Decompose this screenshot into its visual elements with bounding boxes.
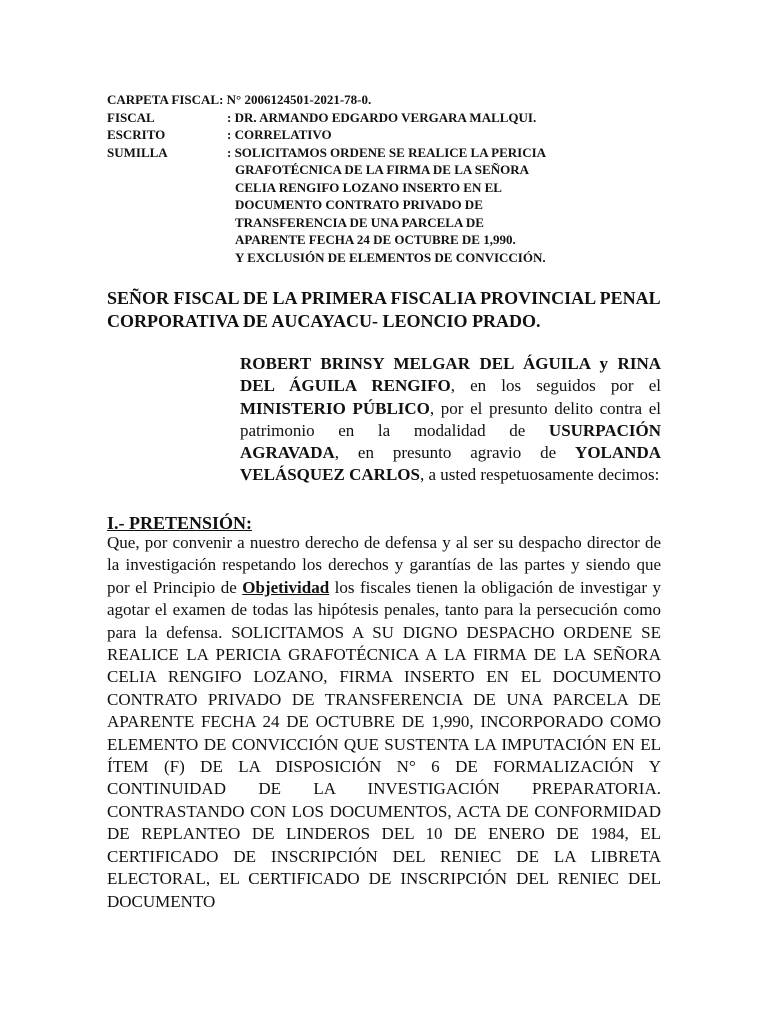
sumilla-line: Y EXCLUSIÓN DE ELEMENTOS DE CONVICCIÓN. bbox=[235, 249, 546, 265]
sumilla-line: CELIA RENGIFO LOZANO INSERTO EN EL bbox=[235, 179, 502, 195]
addressee-line: SEÑOR FISCAL DE LA PRIMERA FISCALIA PROVINCIAL PENAL bbox=[107, 288, 661, 308]
sumilla-text bbox=[227, 144, 667, 267]
addressee-line: CORPORATIVA DE AUCAYACU- LEONCIO PRADO. bbox=[107, 311, 541, 331]
section-heading: I.- PRETENSIÓN: bbox=[107, 513, 253, 533]
sumilla-line: DOCUMENTO CONTRATO PRIVADO DE bbox=[235, 197, 483, 212]
crime-name: USURPACIÓN AGRAVADA bbox=[240, 420, 661, 463]
fiscal-label: FISCAL bbox=[107, 109, 155, 125]
parties-names: ROBERT BRINSY MELGAR DEL ÁGUILA y RINA DEL ÁGUILA RENGIFO bbox=[240, 354, 661, 396]
body-text: los fiscales tienen la obligación de investigar y agotar el examen de todas las hipótesis penales, tanto para la persecución como para la defensa. SOLICITAMOS A SU DIGNO DESPACHO ORDENE SE REALICE LA PERICIA GRAFOTÉCNICA A LA FIRMA DE LA SEÑORA CELIA RENGIFO LOZANO, FIRMA INSERTO EN EL DOCUMENTO CONTRATO PRIVADO DE TRANSFERENCIA DE UNA PARCELA DE APARENTE FECHA 24 DE OCTUBRE DE 1,990, INCORPORADO COMO ELEMENTO DE CONVICCIÓN QUE SUSTENTA LA IMPUTACIÓN EN EL ÍTEM (F) DE LA DISPOSICIÓN N° 6 DE FORMALIZACIÓN Y CONTINUIDAD DE LA INVESTIGACIÓN PREPARATORIA. CONTRASTANDO CON LOS DOCUMENTOS, ACTA DE CONFORMIDAD DE REPLANTEO DE LINDEROS DEL 10 DE ENERO DE 1984, EL CERTIFICADO DE INSCRIPCIÓN DEL RENIEC DE LA LIBRETA ELECTORAL, EL CERTIFICADO DE INSCRIPCIÓN DEL RENIEC DEL DOCUMENTO bbox=[107, 577, 661, 911]
body-text: Que, por convenir a nuestro derecho de defensa y al ser su despacho director de la investigación respetando los derechos y garantías de las partes y siendo que por el Principio de bbox=[107, 533, 661, 597]
body-paragraph bbox=[107, 532, 661, 913]
sumilla-row bbox=[107, 144, 667, 267]
fiscal-value: : DR. ARMANDO EDGARDO VERGARA MALLQUI. bbox=[227, 109, 537, 125]
intro-text: , en los seguidos por el bbox=[450, 376, 661, 396]
sumilla-line: GRAFOTÉCNICA DE LA FIRMA DE LA SEÑORA bbox=[235, 162, 529, 177]
fiscal-row bbox=[107, 109, 667, 127]
addressee bbox=[107, 287, 667, 333]
intro-text: , a usted respetuosamente decimos: bbox=[419, 465, 660, 485]
carpeta-value: N° 2006124501-2021-78-0. bbox=[226, 92, 372, 107]
intro-text: , por el presunto delito contra el patrimonio en la modalidad de bbox=[240, 398, 661, 440]
case-header bbox=[107, 91, 667, 266]
intro-text: , en presunto agravio de bbox=[334, 443, 576, 463]
aggrieved-name: YOLANDA VELÁSQUEZ CARLOS bbox=[240, 443, 661, 485]
escrito-value: : CORRELATIVO bbox=[227, 127, 332, 142]
intro-paragraph bbox=[240, 353, 661, 487]
principle-term: Objetividad bbox=[242, 577, 330, 597]
sumilla-line: APARENTE FECHA 24 DE OCTUBRE DE 1,990. bbox=[235, 232, 516, 247]
sumilla-line: TRANSFERENCIA DE UNA PARCELA DE bbox=[235, 214, 484, 230]
sumilla-line: : SOLICITAMOS ORDENE SE REALICE LA PERICIA bbox=[227, 144, 547, 160]
sumilla-label: SUMILLA bbox=[107, 144, 168, 160]
carpeta-row bbox=[107, 91, 667, 109]
escrito-row bbox=[107, 126, 667, 144]
ministerio-publico: MINISTERIO PÚBLICO bbox=[240, 398, 430, 418]
carpeta-label: CARPETA FISCAL: bbox=[107, 92, 224, 107]
escrito-label: ESCRITO bbox=[107, 127, 166, 142]
